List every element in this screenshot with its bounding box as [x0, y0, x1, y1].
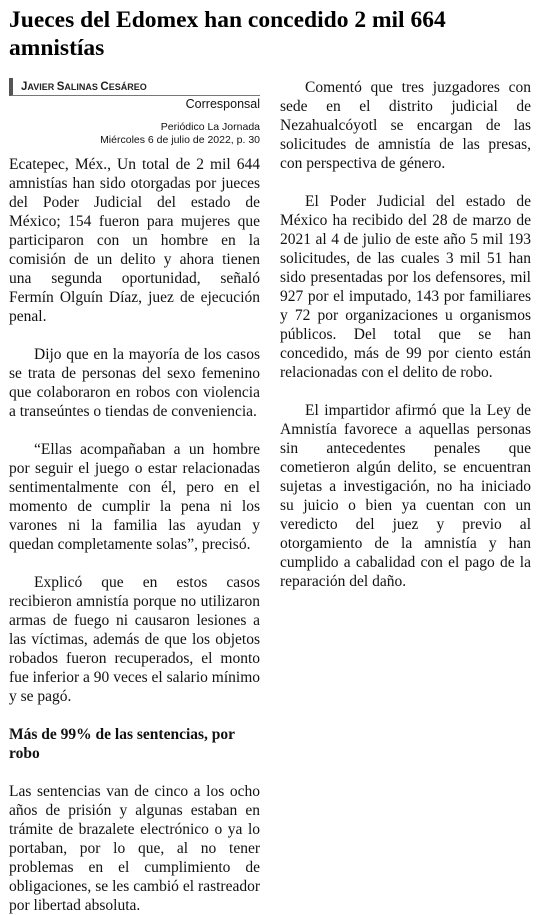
section-subhead: Más de 99% de las sentencias, por robo	[9, 726, 235, 762]
author-initial: C	[100, 81, 109, 93]
article-headline: Jueces del Edomex han concedido 2 mil 664 amnistías	[9, 7, 446, 61]
paragraph: Ecatepec, Méx., Un total de 2 mil 644 amnistías han sido otorgadas por jueces del Poder Judicial del estado de México; 154 fueron para mujeres que participaron con un hombre en la comisión de un delito y ahora tienen una segunda oportunidad, señaló Fermín Olguín Díaz, juez de ejecución penal.	[9, 156, 260, 325]
author-part: ALINAS	[64, 82, 101, 92]
paragraph: Las sentencias van de cinco a los ocho años de prisión y algunas estaban en trámite de brazalete electrónico o ya lo portaban, por lo que, al no tener problemas en el cumplimiento de obligaciones, se les cambió el rastreador por libertad absoluta.	[9, 783, 260, 914]
author-initial: S	[56, 81, 65, 93]
byline-role: Corresponsal	[185, 97, 260, 111]
paragraph: Explicó que en estos casos recibieron amnistía porque no utilizaron armas de fuego ni causaron lesiones a las víctimas, además de que los objetos robados fueron recuperados, el monto fue inferior a 90 veces el salario mínimo y se pagó.	[9, 574, 260, 705]
left-column	[9, 78, 260, 915]
right-column	[280, 78, 531, 591]
paragraph: “Ellas acompañaban a un hombre por seguir el juego o estar relacionadas sentimentalmente con él, pero en el momento de cumplir la pena ni los varones ni la familia las ayudan y quedan completamente solas”, precisó.	[9, 441, 260, 553]
paragraph: El impartidor afirmó que la Ley de Amnistía favorece a aquellas personas sin antecedentes penales que cometieron algún delito, se encuentran sujetas a investigación, no ha iniciado su juicio o bien ya cuentan con un veredicto del juez y previo al otorgamiento de la amnistía y han cumplido a cabalidad con el pago de la reparación del daño.	[280, 402, 531, 590]
paragraph: El Poder Judicial del estado de México ha recibido del 28 de marzo de 2021 al 4 de julio de este año 5 mil 193 solicitudes, de las cuales 3 mil 51 han sido presentadas por los defensores, mil 927 por el imputado, 143 por familiares y 72 por organizaciones u organismos públicos. Del total que se han concedido, más de 99 por ciento están relacionadas con el delito de robo.	[280, 193, 531, 381]
paragraph: Dijo que en la mayoría de los casos se trata de personas del sexo femenino que colaboraron en robos con violencia a transeúntes o tiendas de conveniencia.	[9, 346, 260, 420]
author-initial: J	[21, 81, 28, 93]
source-date: Miércoles 6 de julio de 2022, p. 30	[100, 134, 260, 146]
source-name: Periódico La Jornada	[160, 121, 260, 133]
paragraph: Comentó que tres juzgadores con sede en el distrito judicial de Nezahualcóyotl se encargan de las solicitudes de amnistía de las presas, con perspectiva de género.	[280, 79, 531, 172]
author-part: ESÁREO	[108, 82, 147, 92]
author-part: AVIER	[27, 82, 57, 92]
byline-author	[9, 78, 260, 96]
